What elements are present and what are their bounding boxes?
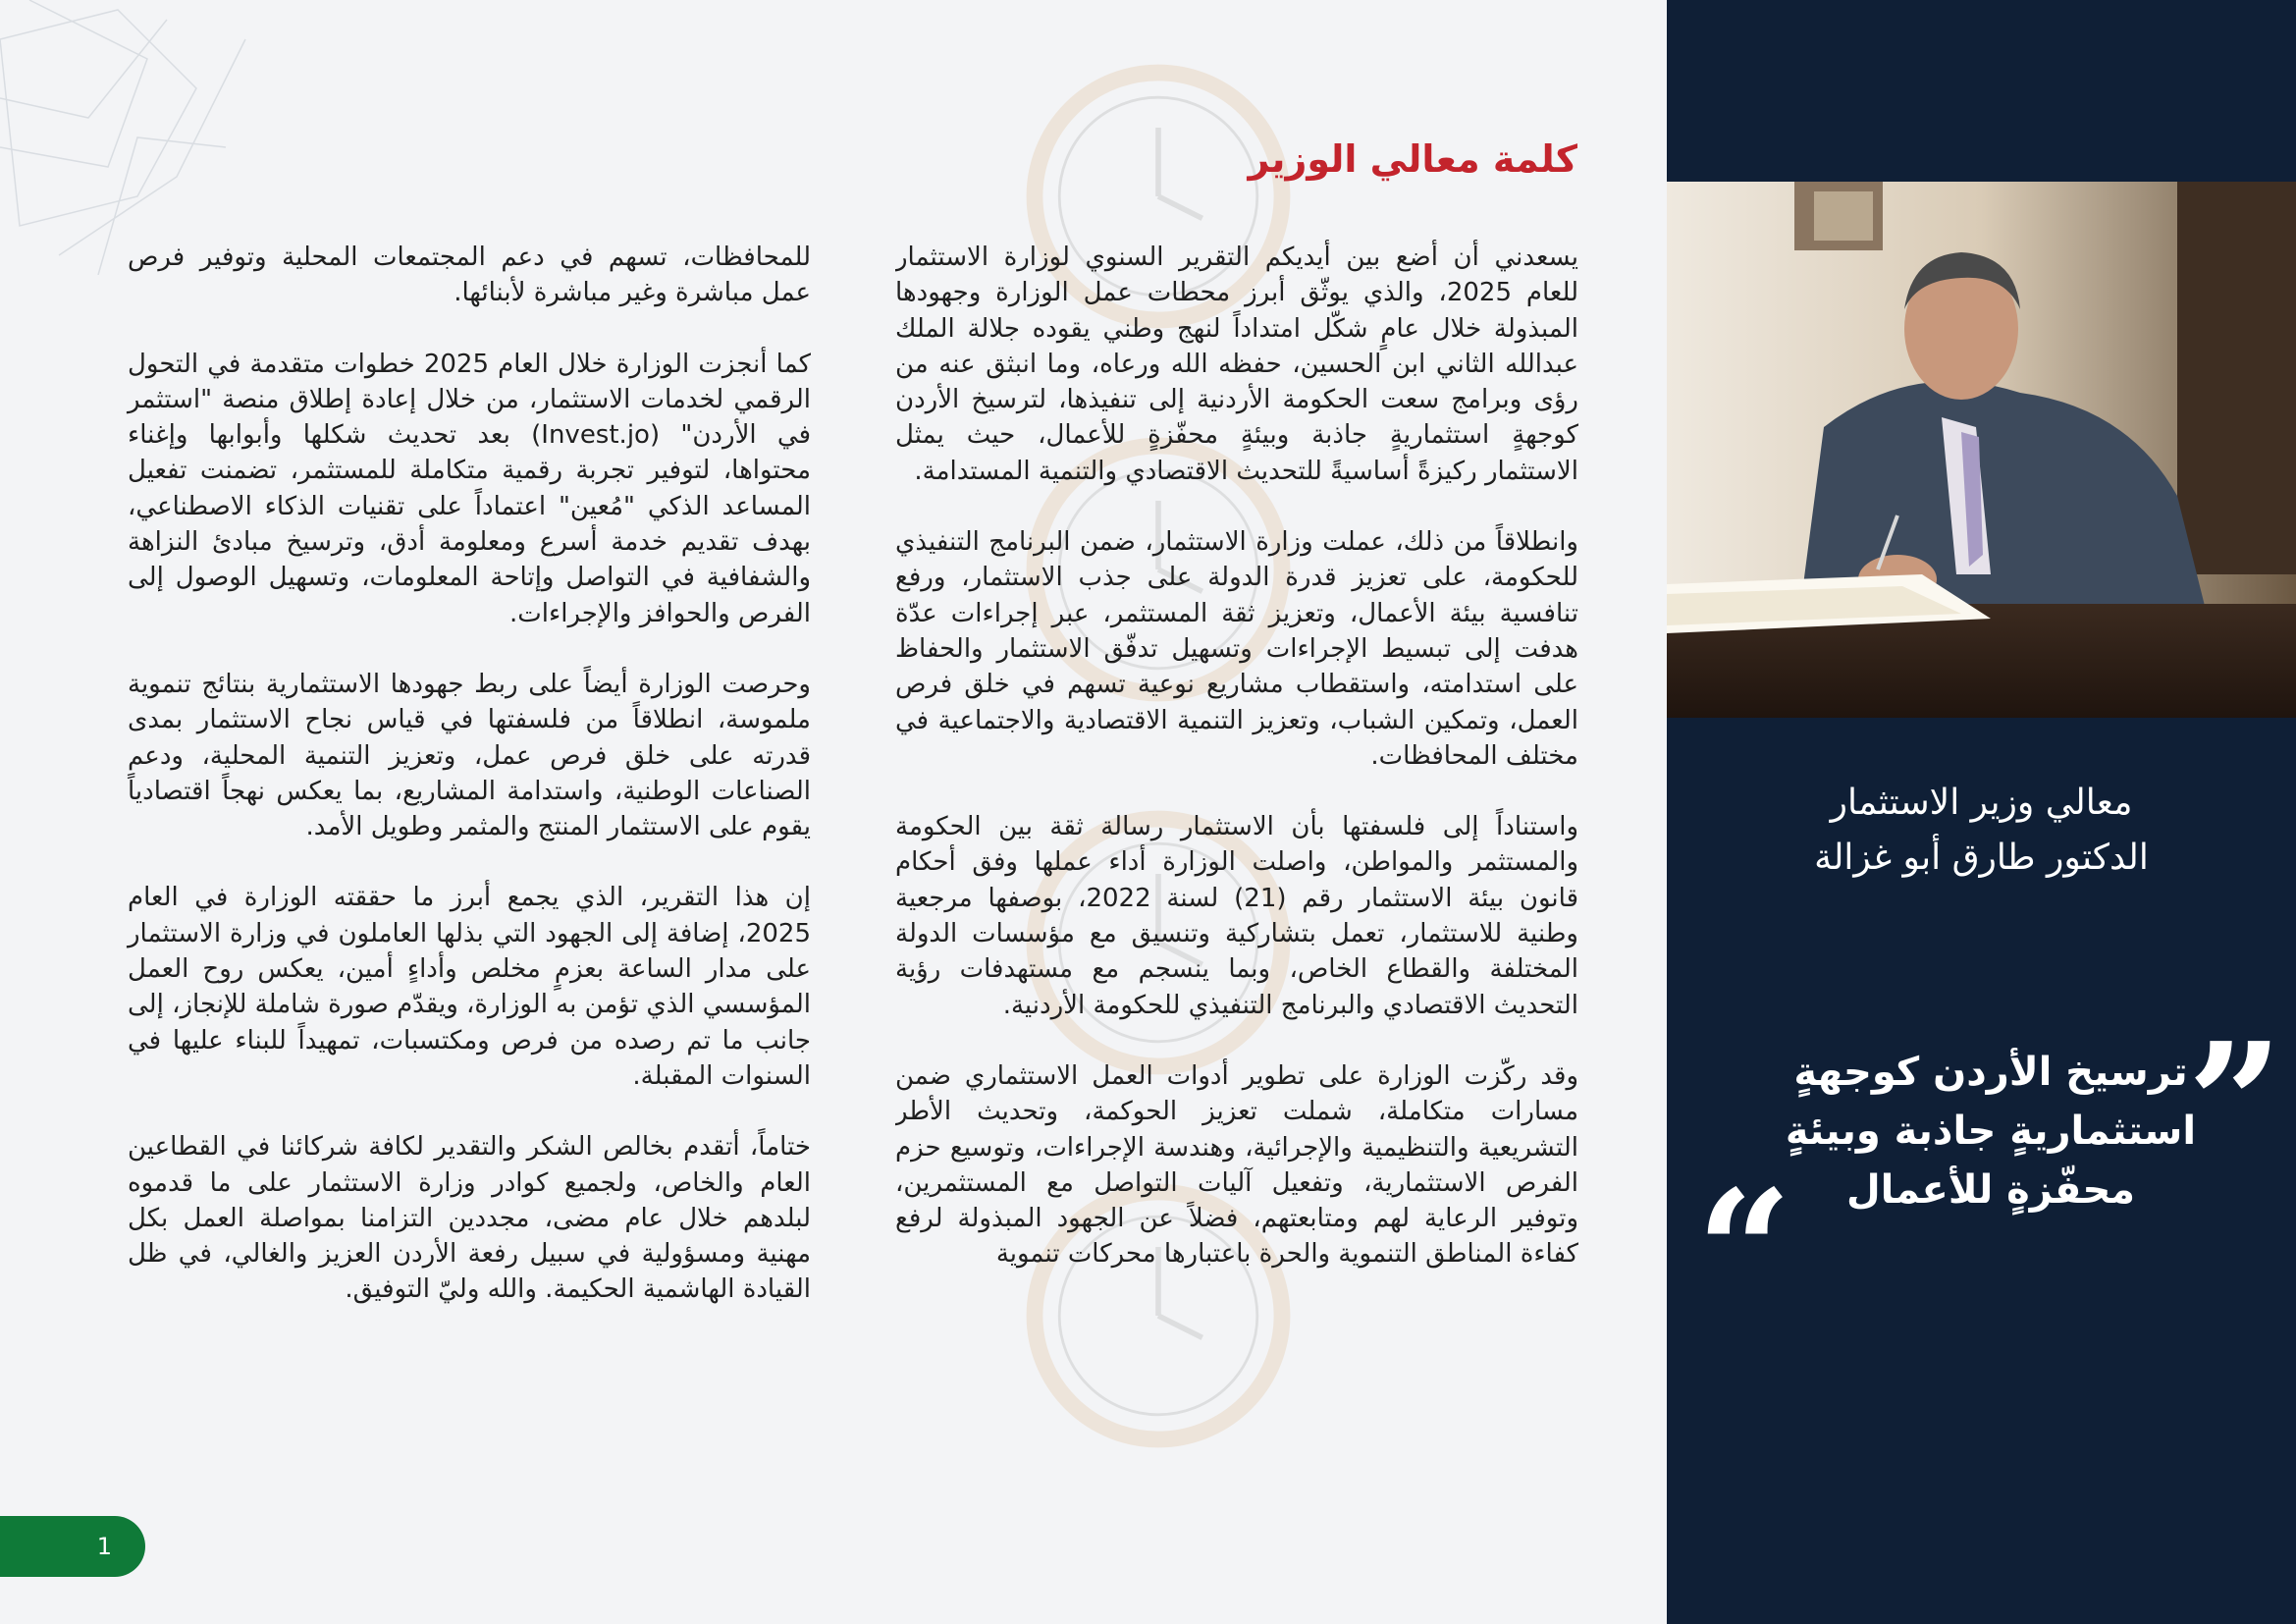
caption-name: الدكتور طارق أبو غزالة [1814,838,2149,878]
paragraph: وحرصت الوزارة أيضاً على ربط جهودها الاستثمارية بنتائج تنموية ملموسة، انطلاقاً من فلسفتها في قياس نجاح الاستثمار بمدى قدرته على خلق فرص عمل، وتعزيز التنمية المحلية، ودعم الصناعات الوطنية، واستدامة المشاريع، بما يعكس نهجاً اقتصادياً يقوم على الاستثمار المنتج والمثمر وطويل الأمد. [128,669,811,842]
paragraph: واستناداً إلى فلسفتها بأن الاستثمار رسالة ثقة بين الحكومة والمستثمر والمواطن، واصلت الوزارة أداء عملها وفق أحكام قانون بيئة الاستثمار رقم (21) لسنة 2022، بوصفها مرجعية وطنية للاستثمار، تعمل بتشاركية وتنسيق مع مؤسسات الدولة المختلفة والقطاع الخاص، وبما ينسجم مع مستهدفات رؤية التحديث الاقتصادي والبرنامج التنفيذي للحكومة الأردنية. [895,812,1578,1020]
pull-quote [1765,1043,2216,1219]
paragraph: وقد ركّزت الوزارة على تطوير أدوات العمل الاستثماري ضمن مسارات متكاملة، شملت تعزيز الحوكمة، وتحديث الأطر التشريعية والتنظيمية والإجرائية، وهندسة الإجراءات، وتوسيع حزم الفرص الاستثمارية، وتفعيل آليات التواصل مع المستثمرين، وتوفير الرعاية لهم ومتابعتهم، فضلاً عن الجهود المبذولة لرفع كفاءة المناطق التنموية والحرة باعتبارها محركات تنموية [895,1060,1578,1270]
paragraph: يسعدني أن أضع بين أيديكم التقرير السنوي لوزارة الاستثمار للعام 2025، والذي يوثّق أبرز محطات عمل الوزارة وجهودها المبذولة خلال عامٍ شكّل امتداداً لنهج وطني يقوده جلالة الملك عبدالله الثاني ابن الحسين، حفظه الله ورعاه، وما انبثق عنه من رؤى وبرامج سعت الحكومة الأردنية إلى تنفيذها، لترسيخ الأردن كوجهةٍ استثماريةٍ جاذبة وبيئةٍ محفّزةٍ للأعمال، حيث يمثل الاستثمار ركيزةً أساسيةً للتحديث الاقتصادي والتنمية المستدامة. [895,243,1578,486]
paragraph: كما أنجزت الوزارة خلال العام 2025 خطوات متقدمة في التحول الرقمي لخدمات الاستثمار، من خلال إعادة إطلاق منصة "استثمر في الأردن" (Invest.jo) بعد تحديث شكلها وأبوابها وإغناء محتواها، لتوفير تجربة رقمية متكاملة للمستثمر، تضمنت تفعيل المساعد الذكي "مُعين" اعتماداً على تقنيات الذكاء الاصطناعي، بهدف تقديم خدمة أسرع ومعلومة أدق، وترسيخ مبادئ النزاهة والشفافية في التواصل وإتاحة المعلومات، وتسهيل الوصول إلى الفرص والحوافز والإجراءات. [128,349,812,628]
paragraph: إن هذا التقرير، الذي يجمع أبرز ما حققته الوزارة في العام 2025، إضافة إلى الجهود التي بذلها العاملون في وزارة الاستثمار على مدار الساعة بعزمٍ مخلص وأداءٍ أمين، يعكس روح العمل المؤسسي الذي تؤمن به الوزارة، ويقدّم صورة شاملة للإنجاز، إلى جانب ما تم رصده من فرص ومكتسبات، تمهيداً للبناء عليها في السنوات المقبلة. [128,883,811,1091]
text-column-left [128,240,811,1343]
quote-close-icon: “ [1696,1154,1792,1350]
decorative-line-pattern [0,0,255,275]
text-column-right [895,240,1578,1506]
minister-photo [1667,182,2296,718]
caption-title: معالي وزير الاستثمار [1830,783,2133,823]
quote-line: محفّزةٍ للأعمال [1845,1167,2136,1213]
paragraph: وانطلاقاً من ذلك، عملت وزارة الاستثمار، ضمن البرنامج التنفيذي للحكومة، على تعزيز قدرة الدولة على جذب الاستثمار، ورفع تنافسية بيئة الأعمال، وتعزيز ثقة المستثمر، عبر إجراءات عدّة هدفت إلى تبسيط الإجراءات وتسهيل تدفّق الاستثمار والحفاظ على استدامته، واستقطاب مشاريع نوعية تسهم في خلق فرص العمل، وتمكين الشباب، وتعزيز التنمية الاقتصادية والاجتماعية في مختلف المحافظات. [895,527,1578,771]
sidebar-panel [1667,0,2296,1624]
section-title: كلمة معالي الوزير [1248,137,1577,181]
photo-caption [1667,776,2296,886]
quote-line: ترسيخ الأردن كوجهةٍ [1793,1050,2188,1095]
paragraph: للمحافظات، تسهم في دعم المجتمعات المحلية وتوفير فرص عمل مباشرة وغير مباشرة لأبنائها. [128,243,811,308]
quote-line: استثماريةٍ جاذبة وبيئةٍ [1785,1109,2197,1154]
page-number: 1 [96,1533,112,1560]
paragraph: ختاماً، أتقدم بخالص الشكر والتقدير لكافة شركائنا في القطاعين العام والخاص، ولجميع كوادر وزارة الاستثمار على ما قدموه لبلدهم خلال عام مضى، مجددين التزامنا بمواصلة العمل بكل مهنية ومسؤولية في سبيل رفعة الأردن العزيز والغالي، في ظل القيادة الهاشمية الحكيمة. والله وليّ التوفيق. [128,1132,811,1305]
page-number-badge [0,1516,145,1577]
quote-open-icon: ” [2187,1006,2283,1203]
